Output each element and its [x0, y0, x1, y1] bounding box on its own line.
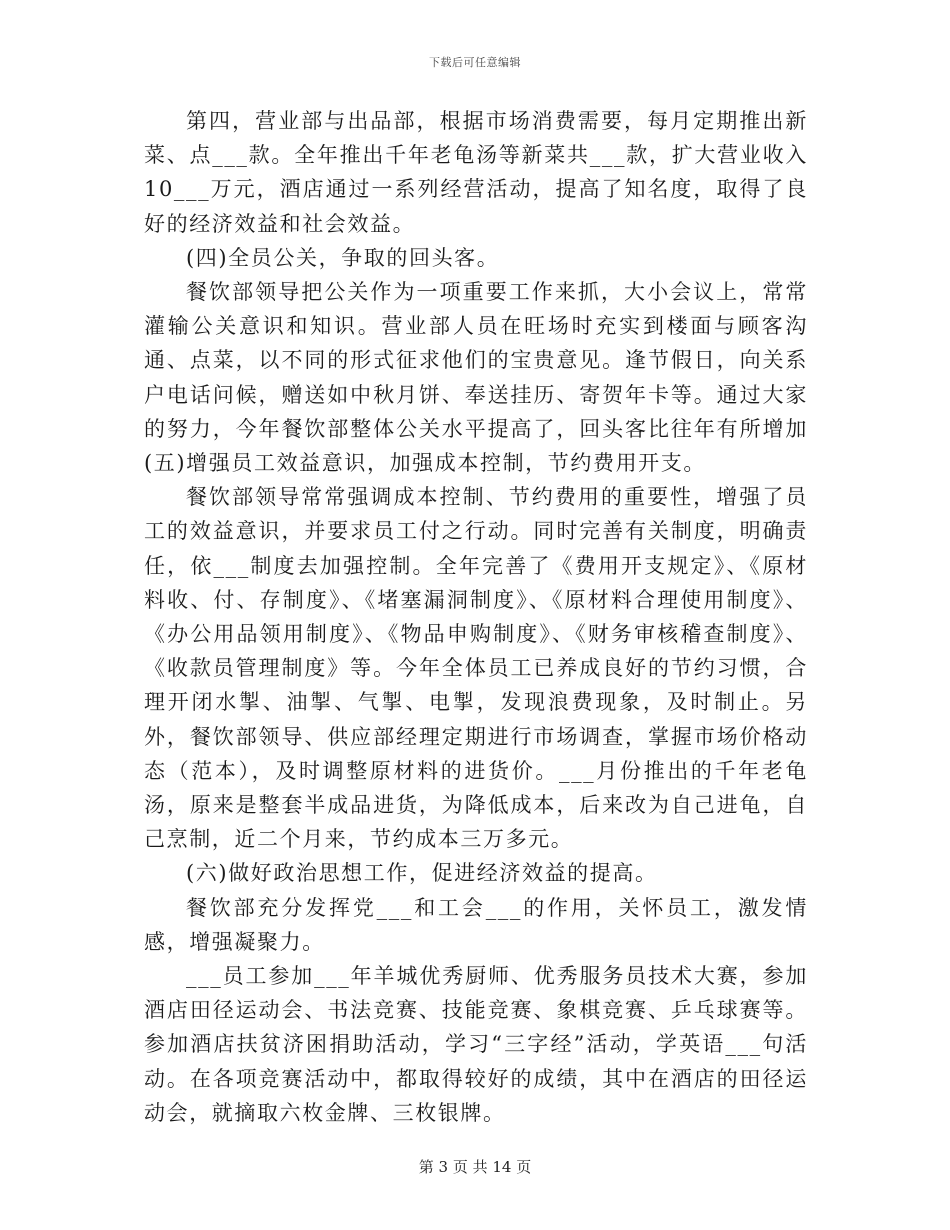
section-heading-public-relations: (四)全员公关，争取的回头客。	[186, 245, 500, 270]
page-number: 第 3 页 共 14 页	[418, 1158, 532, 1176]
document-body	[144, 104, 808, 1130]
page-header: 下载后可任意编辑	[429, 56, 521, 69]
paragraph-public-relations: 餐饮部领导把公关作为一项重要工作来抓，大小会议上，常常灌输公关意识和知识。营业部人员在旺场时充实到楼面与顾客沟通、点菜，以不同的形式征求他们的宝贵意见。逢节假日，向关系户电话问候，赠送如中秋月饼、奉送挂历、寄贺年卡等。通过大家的努力，今年餐饮部整体公关水平提高了，回头客比往年有所增加(五)增强员工效益意识，加强成本控制，节约费用开支。	[144, 280, 808, 476]
paragraph-party-union: 餐饮部充分发挥党___和工会___的作用，关怀员工，激发情感，增强凝聚力。	[144, 895, 808, 954]
paragraph-new-dishes: 第四，营业部与出品部，根据市场消费需要，每月定期推出新菜、点___款。全年推出千年老龟汤等新菜共___款，扩大营业收入10___万元，酒店通过一系列经营活动，提高了知名度，取得了良好的经济效益和社会效益。	[144, 109, 808, 236]
paragraph-cost-control: 餐饮部领导常常强调成本控制、节约费用的重要性，增强了员工的效益意识，并要求员工付之行动。同时完善有关制度，明确责任，依___制度去加强控制。全年完善了《费用开支规定》、《原材料收、付、存制度》、《堵塞漏洞制度》、《原材料合理使用制度》、《办公用品领用制度》、《物品申购制度》、《财务审核稽查制度》、《收款员管理制度》等。今年全体员工已养成良好的节约习惯，合理开闭水掣、油掣、气掣、电掣，发现浪费现象，及时制止。另外，餐饮部领导、供应部经理定期进行市场调查，掌握市场价格动态（范本），及时调整原材料的进货价。___月份推出的千年老龟汤，原来是整套半成品进货，为降低成本，后来改为自己进龟，自己烹制，近二个月来，节约成本三万多元。	[144, 485, 808, 852]
section-heading-political-work: (六)做好政治思想工作，促进经济效益的提高。	[186, 861, 658, 886]
paragraph-competitions: ___员工参加___年羊城优秀厨师、优秀服务员技术大赛，参加酒店田径运动会、书法竞赛、技能竞赛、象棋竞赛、乒乓球赛等。参加酒店扶贫济困捐助活动，学习“三字经”活动，学英语___句活动。在各项竞赛活动中，都取得较好的成绩，其中在酒店的田径运动会，就摘取六枚金牌、三枚银牌。	[144, 964, 808, 1125]
